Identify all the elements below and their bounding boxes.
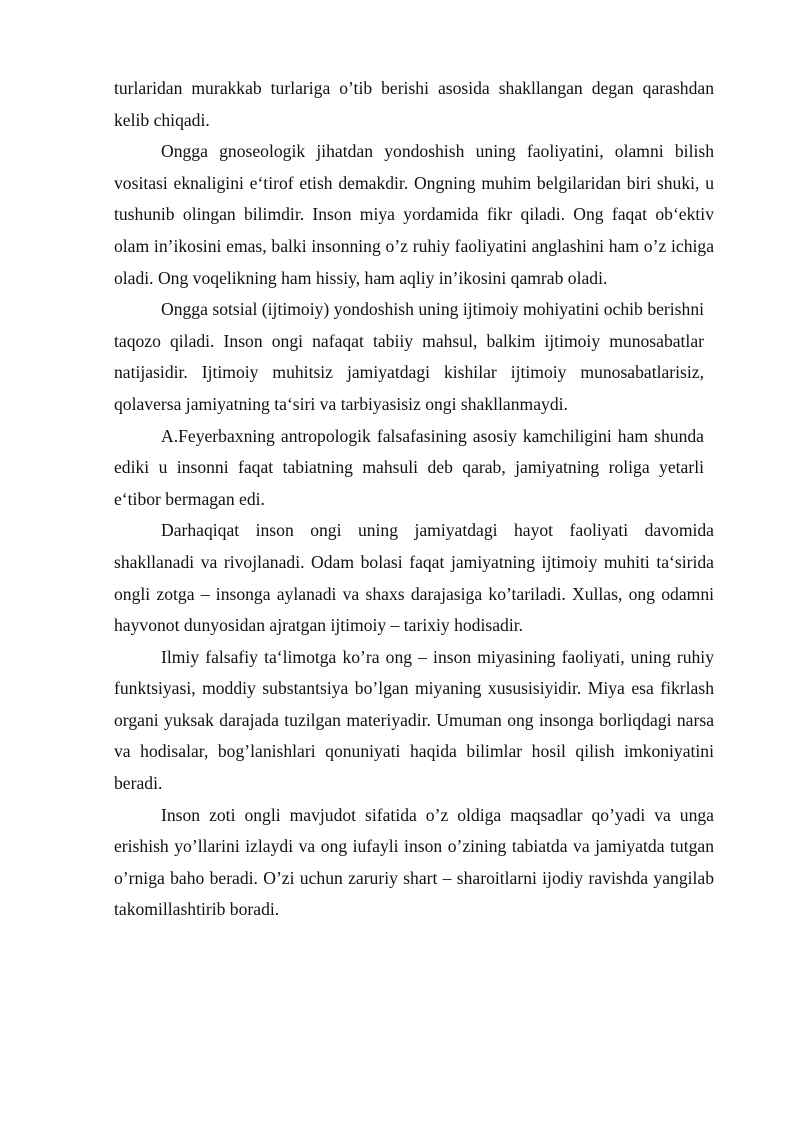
paragraph-scientific: Ilmiy falsafiy ta‘limotga ko’ra ong – inson miyasining faoliyati, uning ruhiy funktsiyasi, moddiy substantsiya bo’lgan miyaning xususisiyidir. Miya esa fikrlash organi yuksak darajada tuzilgan materiyadir. Umuman ong insonga borliqdagi narsa va hodisalar, bog’lanishlari qonuniyati haqida bilimlar hosil qilish imkoniyatini beradi.: [114, 646, 714, 794]
paragraph-continuation: turlaridan murakkab turlariga o’tib berishi asosida shakllangan degan qarashdan kelib chiqadi.: [114, 78, 714, 130]
document-page: [114, 73, 714, 926]
paragraph-conscious-being: Inson zoti ongli mavjudot sifatida o’z oldiga maqsadlar qo’yadi va unga erishish yo’llarini izlaydi va ong iufayli inson o’zining tabiatda va jamiyatda tutgan o’rniga baho beradi. O’zi uchun zaruriy shart – sharoitlarni ijodiy ravishda yangilab takomillashtirib boradi.: [114, 804, 714, 920]
paragraph-gnoseological: Ongga gnoseologik jihatdan yondoshish uning faoliyatini, olamni bilish vositasi eknaligini e‘tirof etish demakdir. Ongning muhim belgilaridan biri shuki, u tushunib olingan bilimdir. Inson miya yordamida fikr qiladi. Ong faqat ob‘ektiv olam in’ikosini emas, balki insonning o’z ruhiy faoliyatini anglashini ham o’z ichiga oladi. Ong voqelikning ham hissiy, ham aqliy in’ikosini qamrab oladi.: [114, 141, 714, 288]
paragraph-development: Darhaqiqat inson ongi uning jamiyatdagi hayot faoliyati davomida shakllanadi va rivojlanadi. Odam bolasi faqat jamiyatning ijtimoiy muhiti ta‘sirida ongli zotga – insonga aylanadi va shaxs darajasiga ko’tariladi. Xullas, ong odamni hayvonot dunyosidan ajratgan ijtimoiy – tarixiy hodisadir.: [114, 520, 714, 636]
paragraph-social: Ongga sotsial (ijtimoiy) yondoshish uning ijtimoiy mohiyatini ochib berishni taqozo qiladi. Inson ongi nafaqat tabiiy mahsul, balkim ijtimoiy munosabatlar natijasidir. Ijtimoiy muhitsiz jamiyatdagi kishilar ijtimoiy munosabatlarisiz, qolaversa jamiyatning ta‘siri va tarbiyasisiz ongi shakllanmaydi.: [114, 299, 704, 414]
paragraph-feuerbach: A.Feyerbaxning antropologik falsafasining asosiy kamchiligini ham shunda ediki u insonni faqat tabiatning mahsuli deb qarab, jamiyatning roliga yetarli e‘tibor bermagan edi.: [114, 425, 704, 509]
